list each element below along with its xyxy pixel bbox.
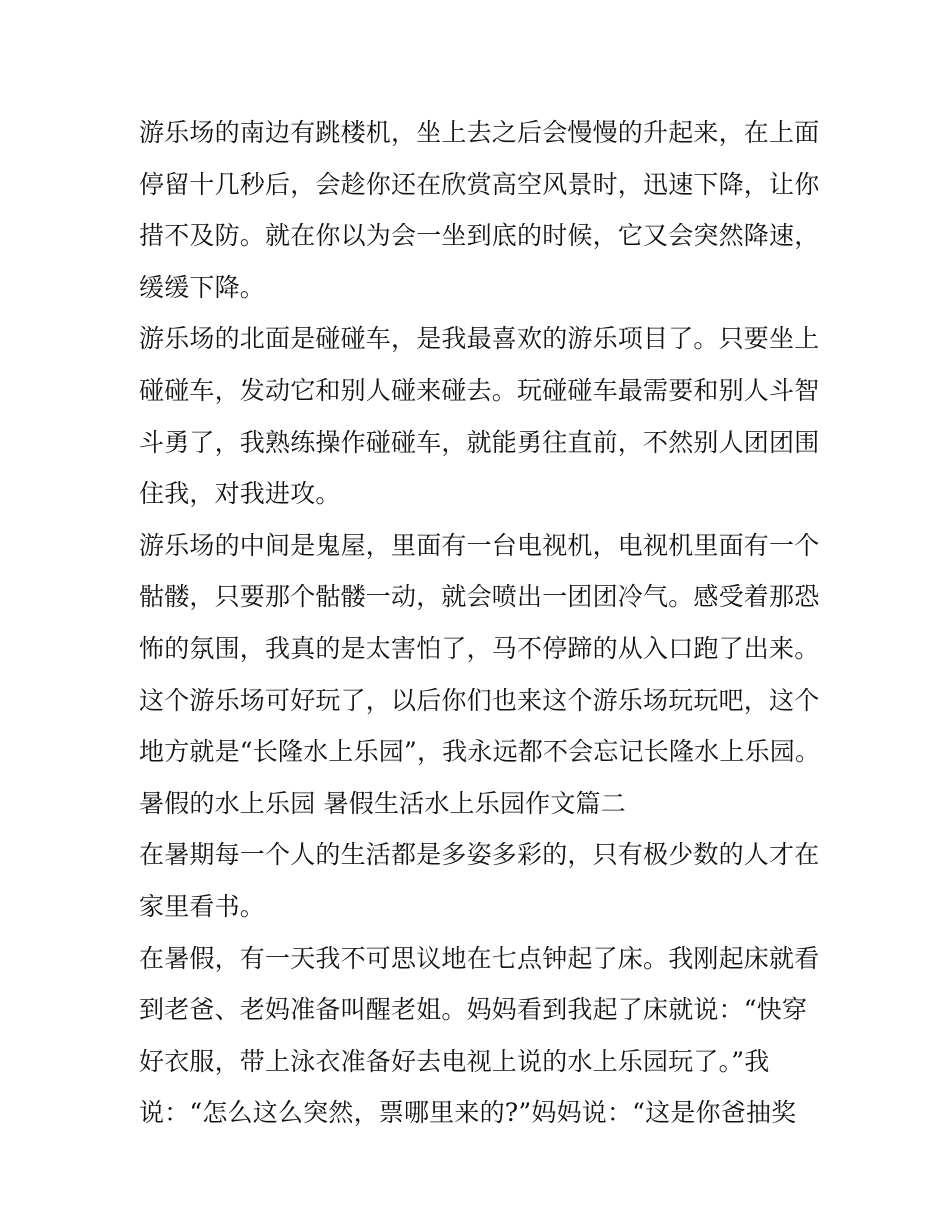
text-line: 说：“怎么这么突然，票哪里来的?”妈妈说：“这是你爸抽奖	[139, 1098, 797, 1128]
text-line: 好衣服，带上泳衣准备好去电视上说的水上乐园玩了。”我	[139, 1046, 770, 1076]
text-line: 游乐场的北面是碰碰车，是我最喜欢的游乐项目了。只要坐上	[139, 324, 820, 354]
text-line: 在暑假，有一天我不可思议地在七点钟起了床。我刚起床就看	[139, 943, 820, 973]
text-line: 游乐场的南边有跳楼机，坐上去之后会慢慢的升起来，在上面	[139, 118, 820, 147]
text-line: 在暑期每一个人的生活都是多姿多彩的，只有极少数的人才在	[139, 840, 820, 870]
text-line: 地方就是“长隆水上乐园”，我永远都不会忘记长隆水上乐园。	[139, 737, 821, 767]
text-line: 骷髅，只要那个骷髅一动，就会喷出一团团冷气。感受着那恐	[139, 582, 820, 612]
text-line: 游乐场的中间是鬼屋，里面有一台电视机，电视机里面有一个	[139, 530, 820, 560]
text-line: 停留十几秒后，会趁你还在欣赏高空风景时，迅速下降，让你	[139, 169, 820, 199]
section-heading: 暑假的水上乐园 暑假生活水上乐园作文篇二	[139, 788, 626, 818]
text-line: 怖的氛围，我真的是太害怕了，马不停蹄的从入口跑了出来。	[139, 633, 820, 663]
text-line: 措不及防。就在你以为会一坐到底的时候，它又会突然降速，	[139, 221, 820, 251]
text-line: 缓缓下降。	[139, 272, 266, 302]
text-line: 碰碰车，发动它和别人碰来碰去。玩碰碰车最需要和别人斗智	[139, 375, 820, 405]
text-line: 到老爸、老妈准备叫醒老姐。妈妈看到我起了床就说：“快穿	[139, 995, 808, 1025]
text-line: 斗勇了，我熟练操作碰碰车，就能勇往直前，不然别人团团围	[139, 427, 820, 457]
text-line: 这个游乐场可好玩了，以后你们也来这个游乐场玩玩吧，这个	[139, 685, 820, 715]
text-line: 住我，对我进攻。	[139, 479, 341, 509]
document-body	[139, 107, 819, 1139]
text-line: 家里看书。	[139, 891, 266, 921]
